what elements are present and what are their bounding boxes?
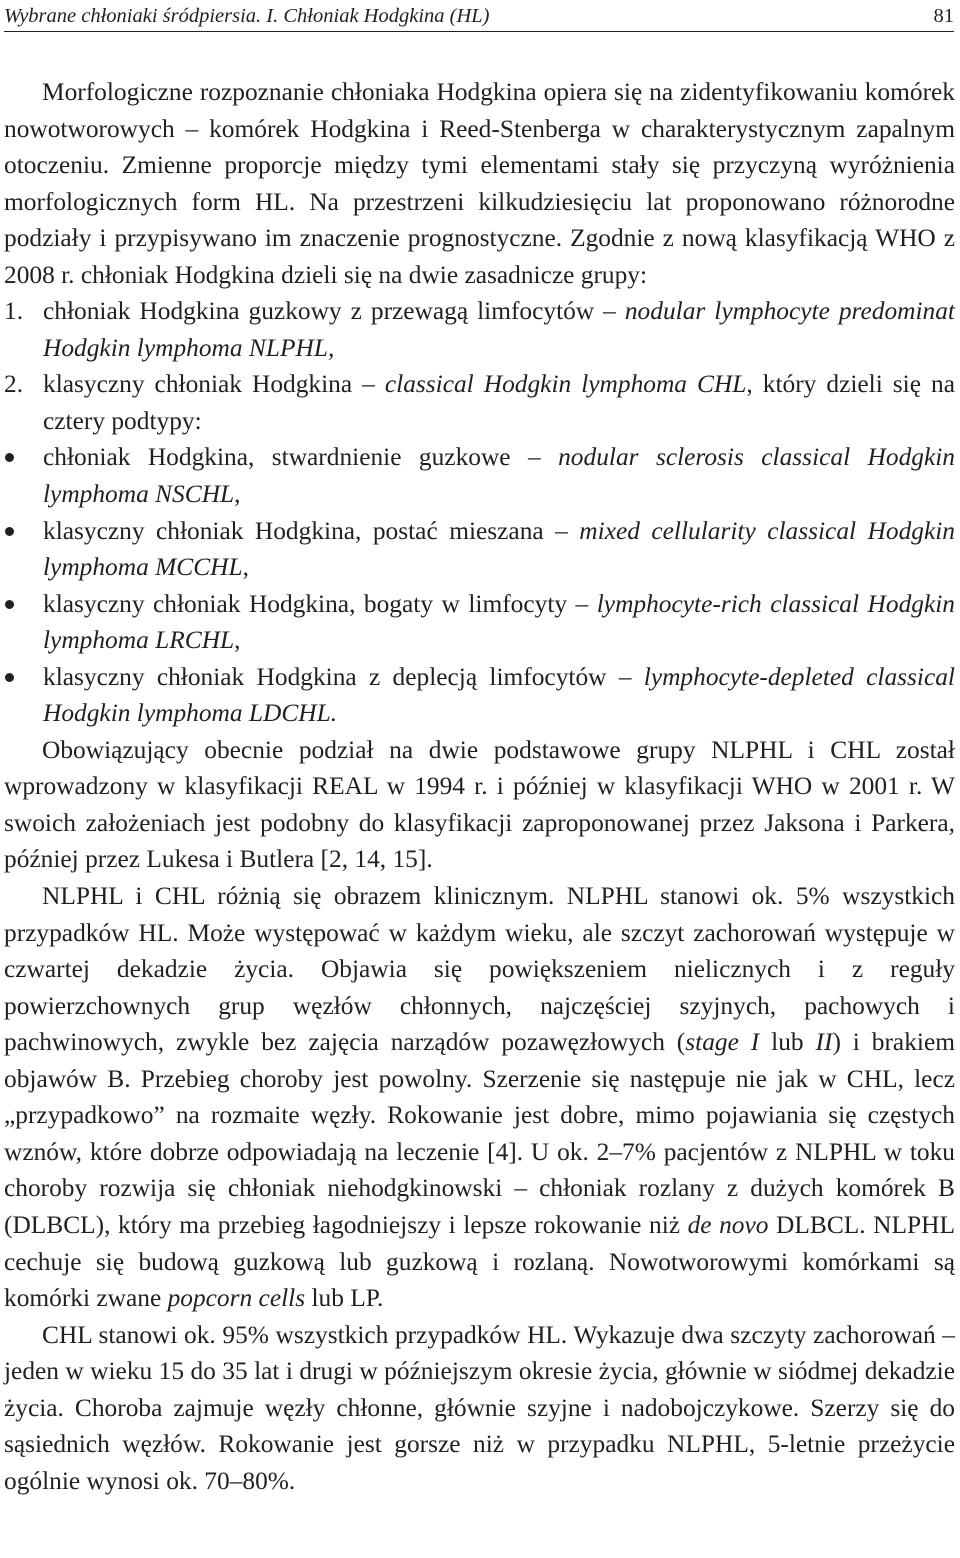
list-item-text: klasyczny chłoniak Hodgkina – [43, 370, 385, 399]
nlphl-text: lub LP. [305, 1284, 384, 1313]
bullet-item-nschl [4, 439, 955, 512]
list-item-term: nodular lymphocyte predominat Hodgkin lymphoma NLPHL, [43, 297, 955, 362]
bullet-item-rest: , [242, 553, 249, 582]
paragraph-nlphl [4, 878, 955, 1317]
list-number: 2. [4, 370, 24, 399]
bullet-item-lrchl [4, 586, 955, 659]
list-item-rest: , który dzieli się na cztery podtypy: [43, 370, 955, 435]
nlphl-term: stage I [685, 1028, 760, 1057]
list-item-term: classical Hodgkin lymphoma CHL [384, 370, 747, 399]
bullet-item-mcchl [4, 513, 955, 586]
paragraph-intro-text: Morfologiczne rozpoznanie chłoniaka Hodgkina opiera się na zidentyfikowaniu komórek nowotworowych – komórek Hodgkina i Reed-Stenberga w charakterystycznym zapalnym otoczeniu. Zmienne proporcje między tymi elementami stały się przyczyną wyróżnienia morfologicznych form HL. Na przestrzeni kilkudziesięciu lat proponowano różnorodne podziały i przypisywano im znaczenie prognostyczne. Zgodnie z nową klasyfikacją WHO z 2008 r. chłoniak Hodgkina dzieli się na dwie zasadnicze grupy: [4, 78, 955, 289]
nlphl-term: de novo [687, 1210, 769, 1239]
list-item-1 [4, 293, 955, 366]
nlphl-term: popcorn cells [167, 1284, 306, 1313]
body-text [4, 74, 955, 1499]
running-head-title: Wybrane chłoniaki śródpiersia. I. Chłoniak Hodgkina (HL) [4, 5, 490, 27]
page-number: 81 [933, 5, 954, 27]
nlphl-term: II [815, 1028, 833, 1057]
bullet-icon [5, 600, 14, 609]
paragraph-chl [4, 1317, 955, 1500]
bullet-item-term: lymphocyte-depleted classical Hodgkin lymphoma LDCHL. [43, 662, 955, 728]
paragraph-classification-history [4, 732, 955, 878]
bullet-item-term: lymphocyte-rich classical Hodgkin lymphoma LRCHL [43, 589, 955, 655]
bullet-item-ldchl [4, 659, 955, 732]
bullet-item-rest: , [234, 626, 241, 655]
bullet-icon [5, 453, 14, 462]
bullet-item-text: klasyczny chłoniak Hodgkina z deplecją limfocytów – [43, 662, 644, 691]
paragraph-intro [4, 74, 955, 293]
nlphl-text: lub [759, 1028, 816, 1057]
list-item-text: chłoniak Hodgkina guzkowy z przewagą limfocytów – [43, 297, 625, 326]
bullet-item-rest: , [234, 480, 241, 509]
nlphl-text: NLPHL i CHL różnią się obrazem klinicznym. NLPHL stanowi ok. 5% wszystkich przypadków HL. Może występować w każdym wieku, ale szczyt zachorowań występuje w czwartej dekadzie życia. Objawia się powiększeniem nielicznych i z reguły powierzchownych grup węzłów chłonnych, najczęściej szyjnych, pachowych i pachwinowych, zwykle bez zajęcia narządów pozawęzłowych ( [4, 882, 955, 1057]
nlphl-text: ) i brakiem objawów B. Przebieg choroby jest powolny. Szerzenie się następuje nie jak w CHL, lecz „przypadkowo” na rozmaite węzły. Rokowanie jest dobre, mimo pojawiania się częstych wznów, które dobrze odpowiadają na leczenie [4]. U ok. 2–7% pacjentów z NLPHL w toku choroby rozwija się chłoniak niehodgkinowski – chłoniak rozlany z dużych komórek B (DLBCL), który ma przebieg łagodniejszy i lepsze rokowanie niż [4, 1028, 955, 1239]
bullet-item-term: mixed cellularity classical Hodgkin lymphoma MCCHL [43, 516, 955, 582]
list-item-2 [4, 366, 955, 439]
list-number: 1. [4, 297, 24, 326]
running-head [4, 1, 954, 32]
bullet-item-text: klasyczny chłoniak Hodgkina, bogaty w limfocyty – [43, 589, 597, 618]
bullet-item-term: nodular sclerosis classical Hodgkin lymphoma NSCHL [43, 443, 956, 509]
bullet-icon [5, 527, 14, 536]
nlphl-text: DLBCL. NLPHL cechuje się budową guzkową lub guzkową i rozlaną. Nowotworowymi komórkami są komórki zwane [4, 1210, 955, 1313]
bullet-item-text: klasyczny chłoniak Hodgkina, postać mieszana – [43, 516, 580, 545]
bullet-icon [5, 673, 14, 682]
paragraph-classification-history-text: Obowiązujący obecnie podział na dwie podstawowe grupy NLPHL i CHL został wprowadzony w klasyfikacji REAL w 1994 r. i później w klasyfikacji WHO w 2001 r. W swoich założeniach jest podobny do klasyfikacji zaproponowanej przez Jaksona i Parkera, później przez Lukesa i Butlera [2, 14, 15]. [4, 735, 955, 874]
paragraph-chl-text: CHL stanowi ok. 95% wszystkich przypadków HL. Wykazuje dwa szczyty zachorowań – jeden w wieku 15 do 35 lat i drugi w późniejszym okresie życia, głównie w siódmej dekadzie życia. Choroba zajmuje węzły chłonne, głównie szyjne i nadobojczykowe. Szerzy się do sąsiednich węzłów. Rokowanie jest gorsze niż w przypadku NLPHL, 5-letnie przeżycie ogólnie wynosi ok. 70–80%. [4, 1320, 955, 1495]
bullet-item-text: chłoniak Hodgkina, stwardnienie guzkowe – [43, 443, 559, 472]
